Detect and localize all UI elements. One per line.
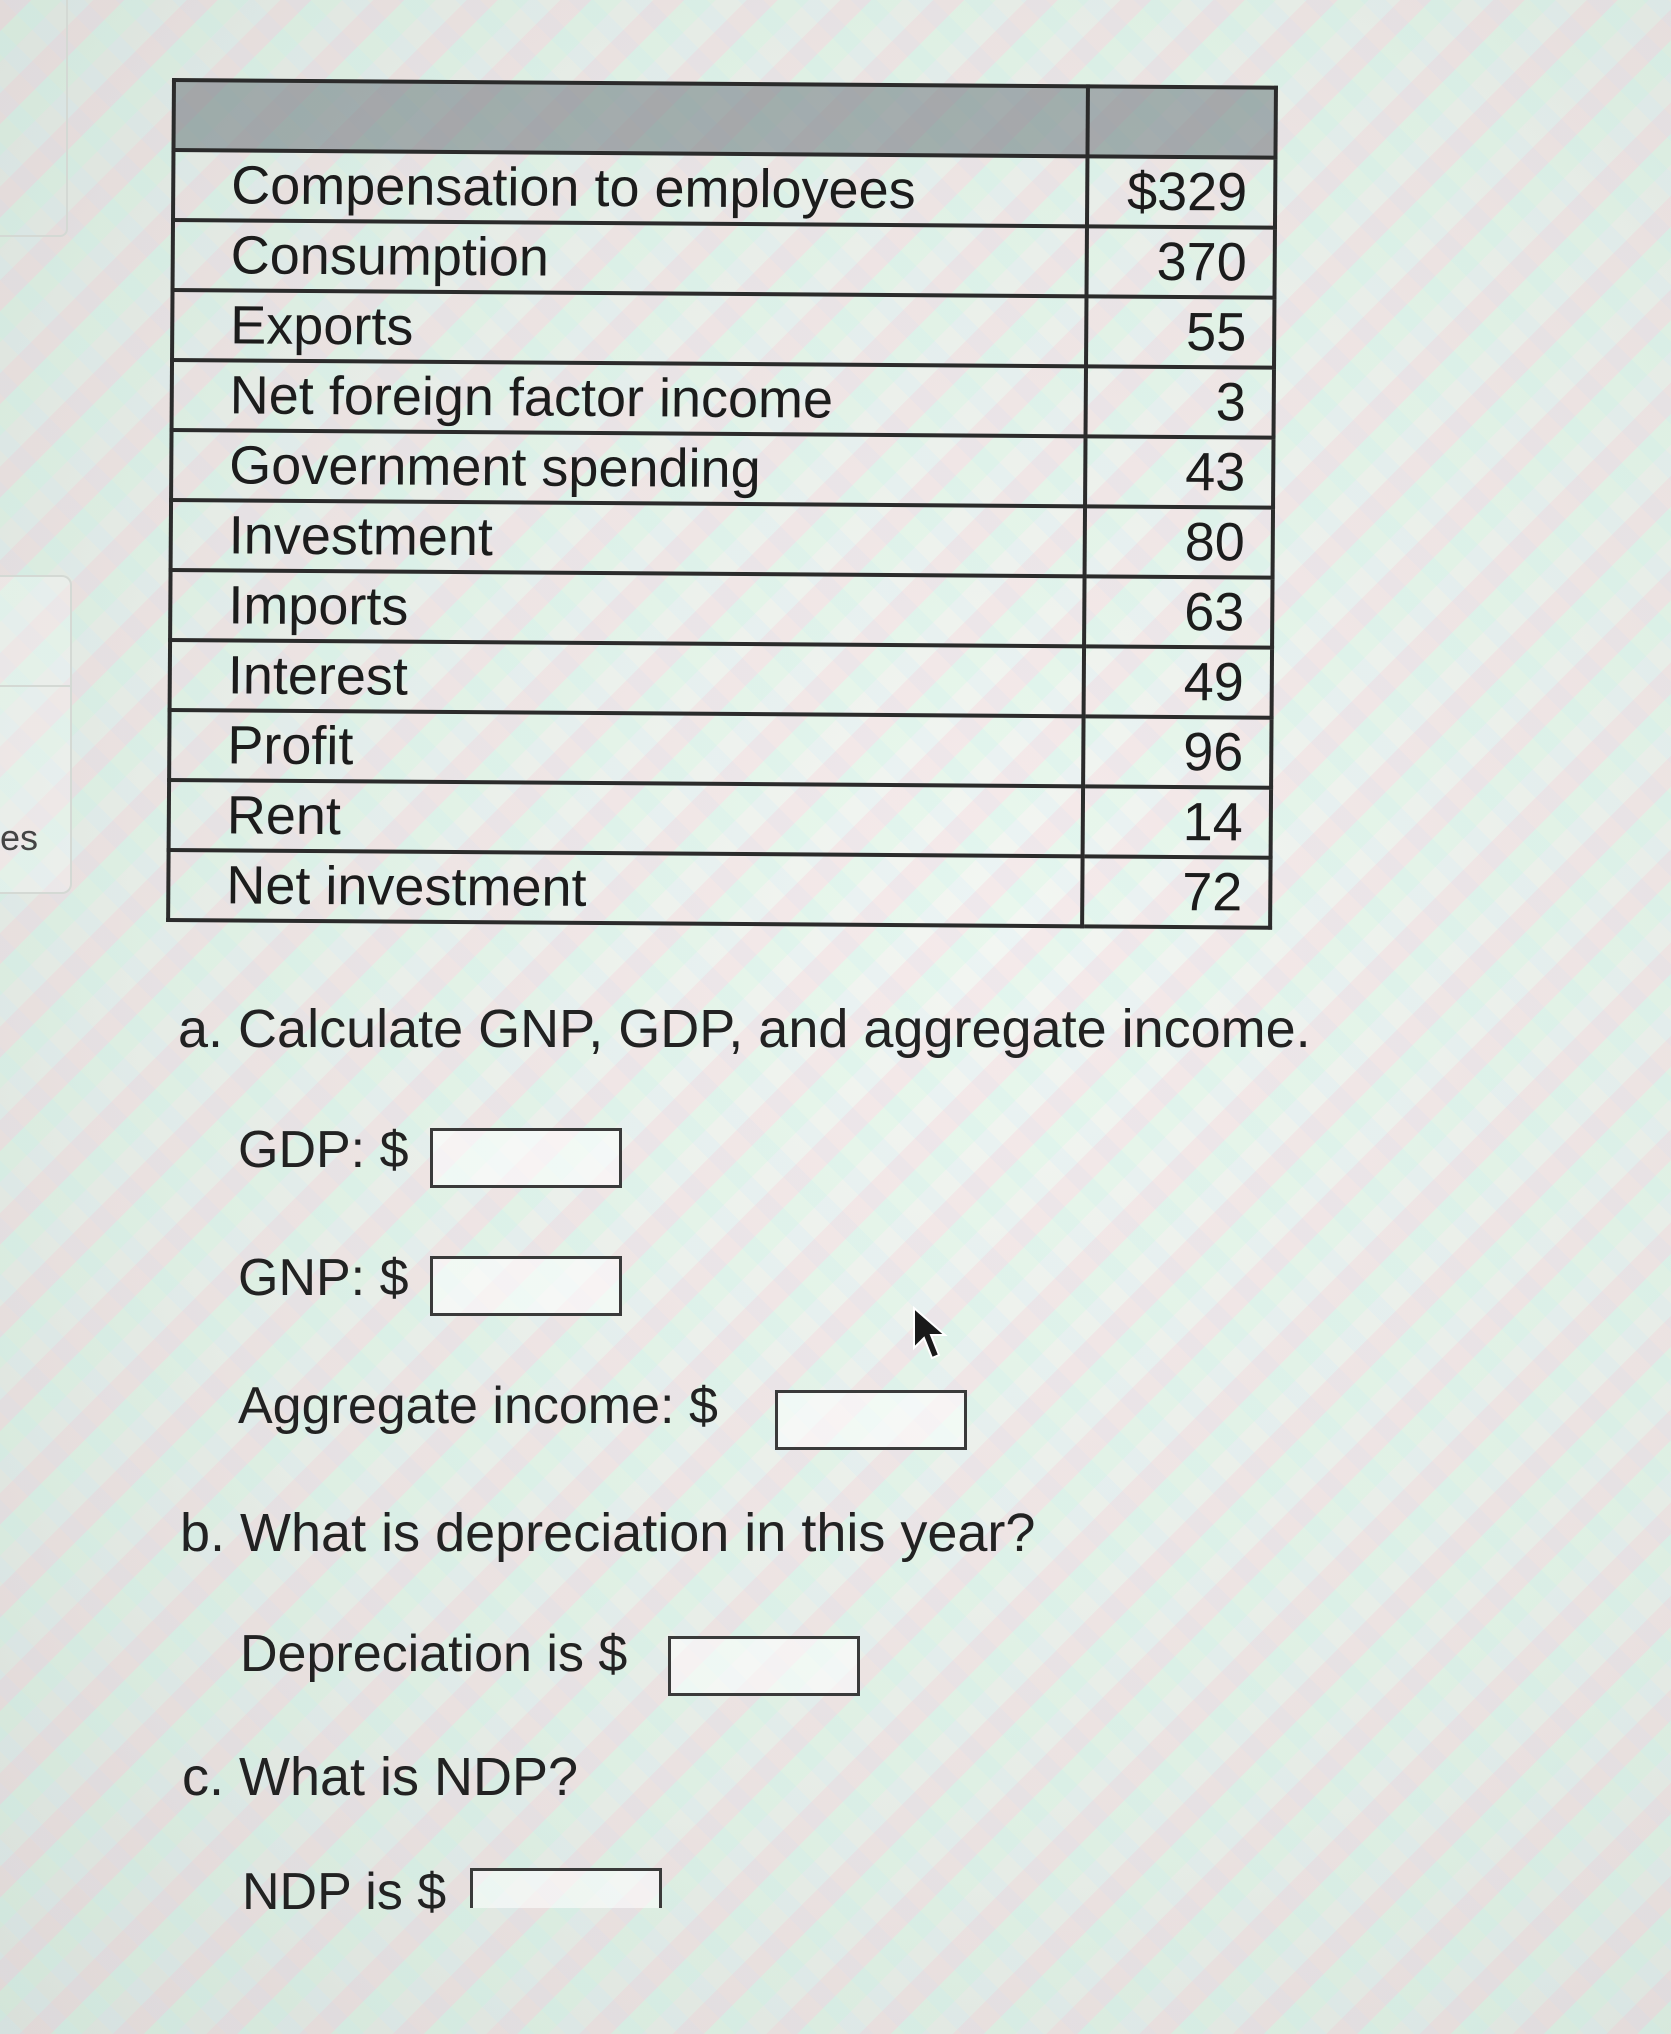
row-label: Consumption bbox=[173, 220, 1087, 296]
row-label: Profit bbox=[169, 710, 1083, 786]
question-c: c. What is NDP? bbox=[182, 1747, 579, 1807]
row-value: 14 bbox=[1083, 786, 1271, 857]
row-label: Interest bbox=[170, 640, 1084, 716]
row-value: $329 bbox=[1087, 156, 1275, 227]
side-panel-divider bbox=[0, 685, 70, 687]
depreciation-label: Depreciation is $ bbox=[240, 1625, 628, 1683]
row-label: Rent bbox=[169, 780, 1083, 856]
row-value: 370 bbox=[1086, 226, 1274, 297]
row-value: 43 bbox=[1085, 436, 1273, 507]
gnp-label: GNP: $ bbox=[238, 1249, 409, 1307]
gdp-input[interactable] bbox=[430, 1128, 622, 1188]
ndp-input[interactable] bbox=[470, 1868, 662, 1908]
mouse-pointer-icon bbox=[912, 1306, 948, 1362]
table-row bbox=[171, 500, 1273, 578]
row-label: Government spending bbox=[171, 430, 1085, 506]
question-a: a. Calculate GNP, GDP, and aggregate income. bbox=[178, 999, 1311, 1059]
table-row bbox=[173, 220, 1275, 298]
ndp-label: NDP is $ bbox=[242, 1863, 447, 1921]
row-label: Investment bbox=[171, 500, 1085, 576]
depreciation-input[interactable] bbox=[668, 1636, 860, 1696]
table-header-row bbox=[173, 80, 1275, 158]
question-b: b. What is depreciation in this year? bbox=[180, 1503, 1036, 1563]
gdp-label: GDP: $ bbox=[238, 1121, 409, 1179]
row-value: 63 bbox=[1084, 576, 1272, 647]
table-row bbox=[173, 150, 1275, 228]
side-panel bbox=[0, 575, 72, 894]
row-label: Imports bbox=[170, 570, 1084, 646]
table-row bbox=[172, 290, 1274, 368]
aggregate-income-label: Aggregate income: $ bbox=[238, 1377, 718, 1435]
row-value: 72 bbox=[1082, 856, 1270, 927]
row-value: 96 bbox=[1083, 716, 1271, 787]
side-panel-top bbox=[0, 0, 68, 237]
side-panel-label: es bbox=[0, 817, 39, 858]
table-row bbox=[169, 780, 1271, 858]
aggregate-income-input[interactable] bbox=[775, 1390, 967, 1450]
table-row bbox=[169, 710, 1271, 788]
data-table bbox=[166, 78, 1278, 930]
row-value: 49 bbox=[1084, 646, 1272, 717]
table-row bbox=[172, 360, 1274, 438]
row-label: Net foreign factor income bbox=[172, 360, 1086, 436]
row-label: Compensation to employees bbox=[173, 150, 1087, 226]
table-header-value bbox=[1087, 86, 1275, 157]
table-header-label bbox=[173, 80, 1087, 156]
row-value: 55 bbox=[1086, 296, 1274, 367]
table-row bbox=[171, 430, 1273, 508]
table-row bbox=[170, 640, 1272, 718]
gnp-input[interactable] bbox=[430, 1256, 622, 1316]
row-label: Net investment bbox=[168, 850, 1082, 926]
row-label: Exports bbox=[172, 290, 1086, 366]
row-value: 3 bbox=[1086, 366, 1274, 437]
row-value: 80 bbox=[1085, 506, 1273, 577]
table-row bbox=[168, 850, 1270, 928]
table-row bbox=[170, 570, 1272, 648]
